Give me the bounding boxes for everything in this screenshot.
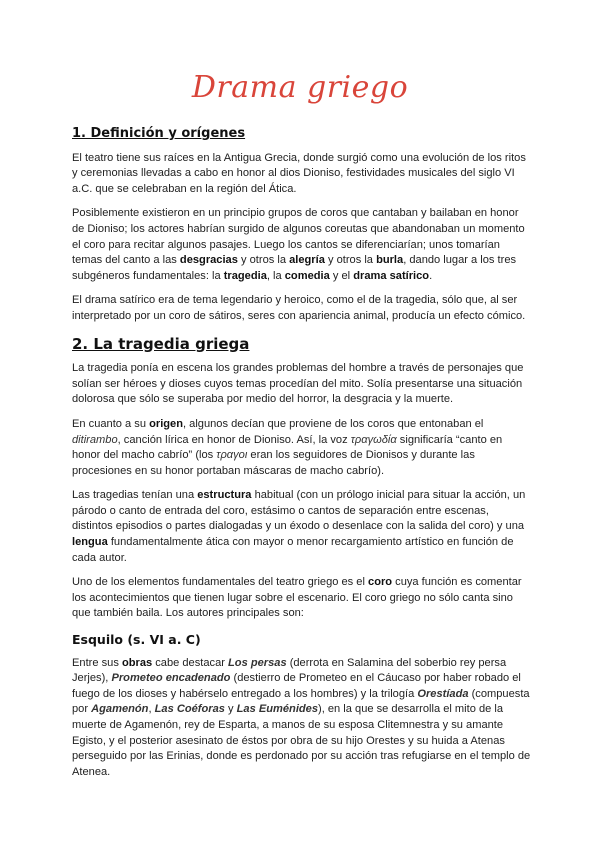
work-title: Prometeo encadenado — [111, 672, 231, 685]
bold-term: burla — [376, 254, 404, 267]
section-heading-tragedia: 2. La tragedia griega — [72, 334, 250, 353]
section-heading-definicion: 1. Definición y orígenes — [72, 126, 246, 141]
paragraph: Las tragedias tenían una estructura habitual (con un prólogo inicial para situar la acción, un párodo o canto de entrada del coro, estásimo o cantos de separación entre escenas, distintos episodios o partes dialogadas y un éxodo o desenlace con la salida del coro) y una lengua fundamentalmente ática con mayor o menor recargamiento artístico en función de cada autor. — [72, 489, 526, 564]
document-body — [72, 126, 532, 789]
paragraph: Entre sus obras cabe destacar Los persas (derrota en Salamina del soberbio rey persa Jerjes), Prometeo encadenado (destierro de Prometeo en el Cáucaso por haber robado el fuego de los dioses y habérselo entregado a los hombres) y la trilogía Orestíada (compuesta por Agamenón, Las Coéforas y Las Euménides), en la que se desarrolla el mito de la muerte de Agamenón, rey de Esparta, a manos de su esposa Clitemnestra y su amante Egisto, y el posterior asesinato de éstos por obra de su hijo Orestes y su huida a Atenas perseguido por las Erinias, donde es perdonado por su acción tras refugiarse en el templo de Atenea. — [72, 656, 531, 778]
bold-term: origen — [149, 417, 183, 430]
paragraph: Uno de los elementos fundamentales del teatro griego es el coro cuya función es comentar los acontecimientos que tienen lugar sobre el escenario. El coro griego no sólo canta sino que también baila. Los autores principales son: — [72, 576, 522, 620]
paragraph: Posiblemente existieron en un principio grupos de coros que cantaban y bailaban en honor de Dioniso; los actores habrían surgido de algunos coreutas que abandonaban un momento el coro para recitar algunos pasajes. Luego los cantos se diferenciarían; unos tomarían temas del canto a las desgracias y otros la alegría y otros la burla, dando lugar a los tres subgéneros fundamentales: la tragedia, la comedia y el drama satírico. — [72, 207, 525, 282]
bold-term: obras — [121, 656, 153, 669]
work-title: Orestíada — [417, 687, 469, 700]
paragraph: El drama satírico era de tema legendario y heroico, como el de la tragedia, sólo que, al ser interpretado por un coro de sátiros, seres con apariencia animal, producía un efecto cómico. — [72, 294, 526, 322]
bold-term: comedia — [284, 269, 330, 282]
greek-term: τραγοι — [216, 449, 248, 462]
greek-term: τραγωδία — [350, 433, 397, 446]
paragraph: El teatro tiene sus raíces en la Antigua Grecia, donde surgió como una evolución de los ritos y ceremonias llevadas a cabo en honor al dios Dioniso, festividades musicales del siglo VI a.C. que se celebraban en la región del Ática. — [72, 151, 526, 195]
document-title: Drama griego — [191, 70, 409, 105]
bold-term: desgracias — [179, 254, 238, 267]
work-title: Las Coéforas — [154, 703, 225, 716]
paragraph: En cuanto a su origen, algunos decían que proviene de los coros que entonaban el ditirambo, canción lírica en honor de Dioniso. Así, la voz τραγωδία significaría “canto en honor del macho cabrío” (los τραγοι eran los seguidores de Dionisos y durante las procesiones en su honor portaban máscaras de macho cabrío). — [72, 417, 503, 477]
bold-term: lengua — [72, 536, 108, 549]
italic-term: ditirambo — [72, 433, 118, 446]
subheading-esquilo: Esquilo (s. VI a. C) — [72, 632, 201, 648]
work-title: Las Euménides — [236, 703, 319, 716]
work-title: Agamenón — [91, 703, 149, 716]
bold-term: tragedia — [223, 269, 267, 282]
bold-term: alegría — [289, 254, 325, 267]
bold-term: drama satírico — [353, 269, 430, 282]
bold-term: coro — [368, 576, 393, 589]
bold-term: estructura — [197, 489, 252, 502]
paragraph: La tragedia ponía en escena los grandes problemas del hombre a través de personajes que solían ser héroes y dioses cuyos temas procedían del mito. Solía presentarse una situación dolorosa que sólo se superaba por medio del horror, la desgracia y la muerte. — [72, 362, 524, 406]
work-title: Los persas — [228, 656, 287, 669]
